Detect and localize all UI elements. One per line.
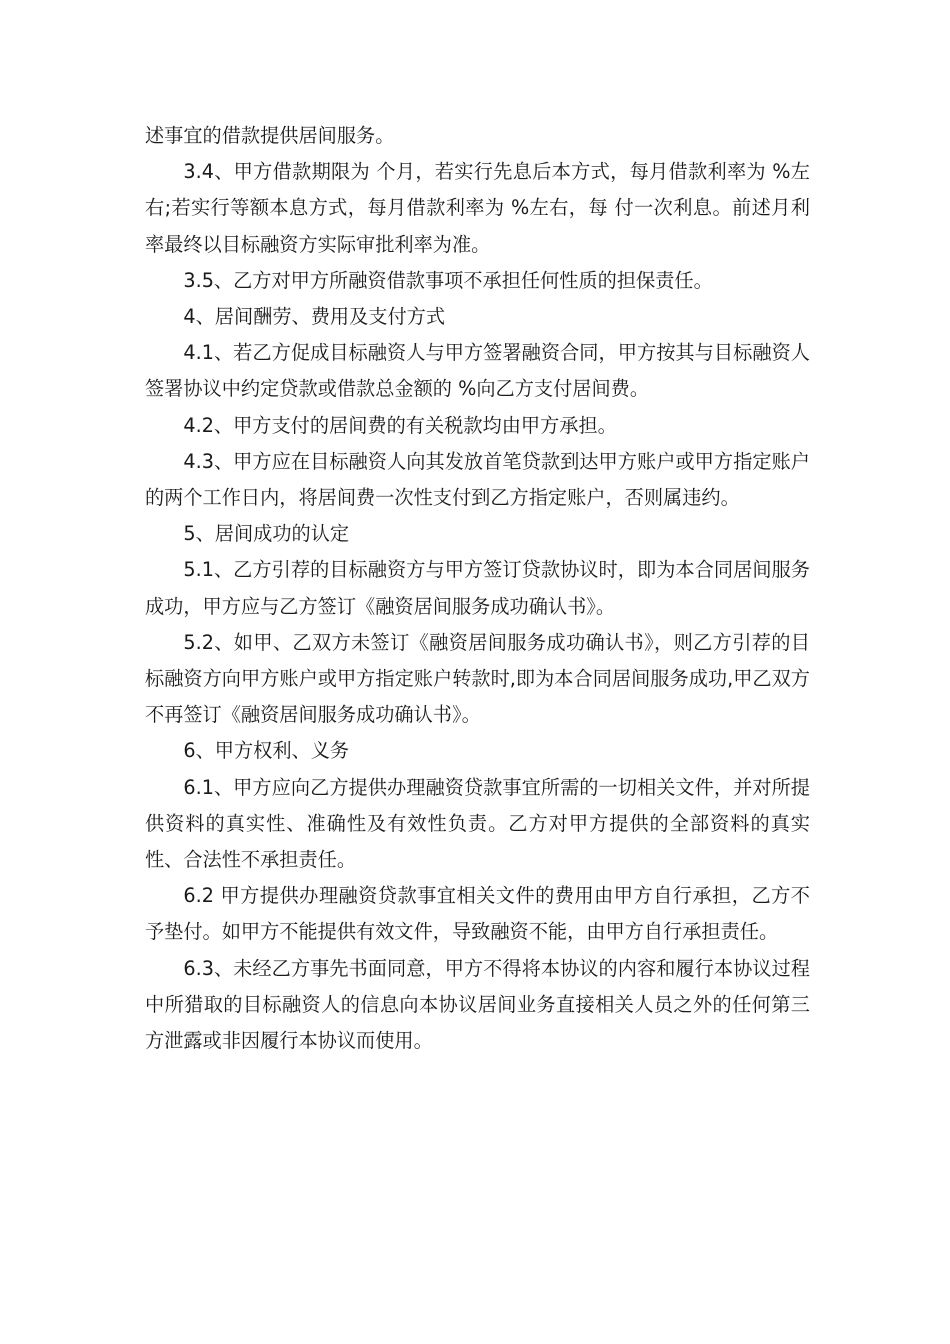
clause-4-2: 4.2、甲方支付的居间费的有关税款均由甲方承担。 <box>183 413 617 437</box>
clause-4-1: 4.1、若乙方促成目标融资人与甲方签署融资合同，甲方按其与目标融资人签署协议中约定贷款或借款总金额的 %向乙方支付居间费。 <box>145 341 810 401</box>
clause-6-1: 6.1、甲方应向乙方提供办理融资贷款事宜所需的一切相关文件，并对所提供资料的真实性、准确性及有效性负责。乙方对甲方提供的全部资料的真实性、合法性不承担责任。 <box>145 775 810 872</box>
clause-3-5: 3.5、乙方对甲方所融资借款事项不承担任何性质的担保责任。 <box>183 268 713 292</box>
clause-6-3: 6.3、未经乙方事先书面同意，甲方不得将本协议的内容和履行本协议过程中所猎取的目标融资人的信息向本协议居间业务直接相关人员之外的任何第三方泄露或非因履行本协议而使用。 <box>145 956 810 1053</box>
section-heading-5: 5、居间成功的认定 <box>183 522 350 546</box>
clause-3-4: 3.4、甲方借款期限为 个月，若实行先息后本方式，每月借款利率为 %左右;若实行等额本息方式，每月借款利率为 %左右，每 付一次利息。前述月利率最终以目标融资方实际审批利率为准。 <box>145 160 810 256</box>
section-heading-4: 4、居间酬劳、费用及支付方式 <box>183 305 446 329</box>
clause-4-3: 4.3、甲方应在目标融资人向其发放首笔贷款到达甲方账户或甲方指定账户的两个工作日内，将居间费一次性支付到乙方指定账户，否则属违约。 <box>145 449 810 510</box>
document-body <box>145 118 810 1059</box>
clause-5-1: 5.1、乙方引荐的目标融资方与甲方签订贷款协议时，即为本合同居间服务成功，甲方应与乙方签订《融资居间服务成功确认书》。 <box>145 558 810 618</box>
section-heading-6: 6、甲方权利、义务 <box>183 739 350 763</box>
clause-5-2: 5.2、如甲、乙双方未签订《融资居间服务成功确认书》，则乙方引荐的目标融资方向甲方账户或甲方指定账户转款时,即为本合同居间服务成功,甲乙双方不再签订《融资居间服务成功确认书》。 <box>145 630 810 727</box>
clause-6-2: 6.2 甲方提供办理融资贷款事宜相关文件的费用由甲方自行承担，乙方不予垫付。如甲方不能提供有效文件，导致融资不能，由甲方自行承担责任。 <box>145 884 810 944</box>
paragraph-continuation: 述事宜的借款提供居间服务。 <box>145 124 395 147</box>
